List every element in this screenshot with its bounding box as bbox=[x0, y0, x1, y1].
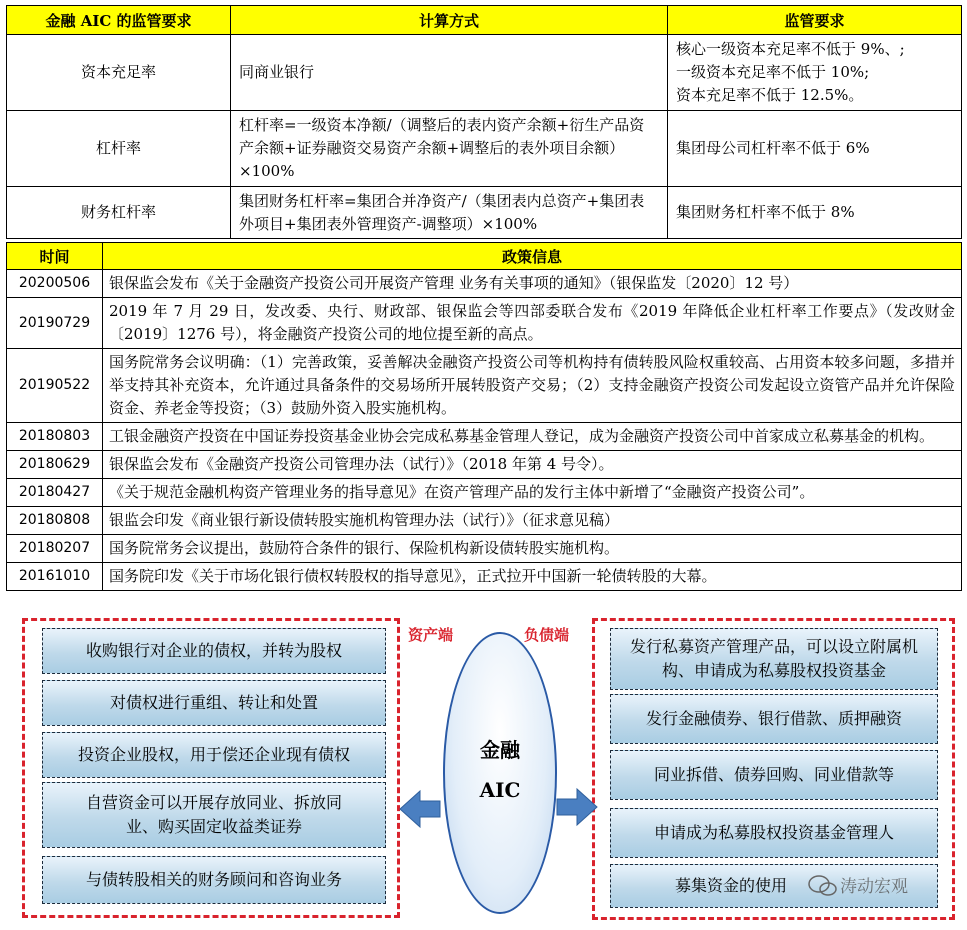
policy-date: 20180427 bbox=[7, 479, 103, 507]
calc-method: 杠杆率=一级资本净额/（调整后的表内资产余额+衍生产品资产余额+证券融资交易资产余额+调整后的表外项目余额）×100% bbox=[231, 111, 668, 187]
requirement-line: 一级资本充足率不低于 10%; bbox=[676, 63, 870, 81]
policy-info: 银保监会发布《金融资产投资公司管理办法（试行）》（2018 年第 4 号令）。 bbox=[103, 451, 962, 479]
asset-item-box: 自营资金可以开展存放同业、拆放同业、购买固定收益类证券 bbox=[42, 782, 386, 848]
policy-info: 银监会印发《商业银行新设债转股实施机构管理办法（试行）》（征求意见稿） bbox=[103, 507, 962, 535]
requirement-line: 资本充足率不低于 12.5%。 bbox=[676, 86, 864, 104]
policy-info: 2019 年 7 月 29 日，发改委、央行、财政部、银保监会等四部委联合发布《2019 年降低企业杠杆率工作要点》（发改财金〔2019〕1276 号），将金融资产投资公司的地位提至新的高点。 bbox=[103, 298, 962, 349]
requirement: 集团母公司杠杆率不低于 6% bbox=[668, 111, 962, 187]
policy-date: 20180207 bbox=[7, 535, 103, 563]
policy-date: 20200506 bbox=[7, 270, 103, 298]
metric-name: 资本充足率 bbox=[7, 35, 231, 111]
policy-date: 20180629 bbox=[7, 451, 103, 479]
liability-side-label: 负债端 bbox=[524, 626, 570, 644]
policy-header-cell: 政策信息 bbox=[103, 243, 962, 270]
policy-info: 银保监会发布《关于金融资产投资公司开展资产管理 业务有关事项的通知》（银保监发〔2020〕12 号） bbox=[103, 270, 962, 298]
regulation-table bbox=[6, 5, 962, 239]
policy-header-cell: 时间 bbox=[7, 243, 103, 270]
liability-item-box: 同业拆借、债券回购、同业借款等 bbox=[610, 750, 938, 800]
policy-date: 20190729 bbox=[7, 298, 103, 349]
regulation-header-cell: 监管要求 bbox=[668, 6, 962, 35]
table-row bbox=[7, 35, 962, 111]
requirement-line: 核心一级资本充足率不低于 9%、; bbox=[676, 40, 905, 58]
policy-date: 20180808 bbox=[7, 507, 103, 535]
policy-table bbox=[6, 242, 962, 591]
table-row bbox=[7, 111, 962, 187]
regulation-header-cell: 计算方式 bbox=[231, 6, 668, 35]
liability-item-box: 发行私募资产管理产品，可以设立附属机构、申请成为私募股权投资基金 bbox=[610, 628, 938, 690]
metric-name: 杠杆率 bbox=[7, 111, 231, 187]
asset-item-box: 投资企业股权，用于偿还企业现有债权 bbox=[42, 732, 386, 778]
requirement: 集团财务杠杆率不低于 8% bbox=[668, 187, 962, 239]
asset-side-label: 资产端 bbox=[408, 626, 454, 644]
liability-item-box: 发行金融债券、银行借款、质押融资 bbox=[610, 694, 938, 744]
policy-info: 国务院常务会议提出，鼓励符合条件的银行、保险机构新设债转股实施机构。 bbox=[103, 535, 962, 563]
aic-label bbox=[443, 730, 557, 810]
aic-label-line1: 金融 bbox=[480, 738, 520, 762]
table-row bbox=[7, 270, 962, 298]
policy-info: 国务院常务会议明确：（1）完善政策，妥善解决金融资产投资公司等机构持有债转股风险权重较高、占用资本较多问题，多措并举支持其补充资本，允许通过具备条件的交易场所开展转股资产交易；（2）支持金融资产投资公司发起设立资管产品并允许保险资金、养老金等投资；（3）鼓励外资入股实施机构。 bbox=[103, 349, 962, 423]
watermark-text: 涛动宏观 bbox=[840, 877, 908, 897]
asset-item-box: 与债转股相关的财务顾问和咨询业务 bbox=[42, 856, 386, 904]
right-arrow-icon bbox=[555, 786, 599, 828]
asset-item-box: 对债权进行重组、转让和处置 bbox=[42, 680, 386, 726]
table-row bbox=[7, 563, 962, 591]
policy-info: 《关于规范金融机构资产管理业务的指导意见》在资产管理产品的发行主体中新增了“金融资产投资公司”。 bbox=[103, 479, 962, 507]
table-row bbox=[7, 479, 962, 507]
policy-date: 20180803 bbox=[7, 423, 103, 451]
calc-method: 同商业银行 bbox=[231, 35, 668, 111]
wechat-icon bbox=[808, 874, 838, 898]
metric-name: 财务杠杆率 bbox=[7, 187, 231, 239]
table-row bbox=[7, 535, 962, 563]
aic-label-line2: AIC bbox=[479, 778, 521, 802]
table-row bbox=[7, 451, 962, 479]
table-row bbox=[7, 507, 962, 535]
policy-date: 20190522 bbox=[7, 349, 103, 423]
regulation-header-row bbox=[7, 6, 962, 35]
table-row bbox=[7, 349, 962, 423]
table-row bbox=[7, 423, 962, 451]
table-row bbox=[7, 298, 962, 349]
asset-item-box: 收购银行对企业的债权，并转为股权 bbox=[42, 628, 386, 674]
table-row bbox=[7, 187, 962, 239]
regulation-header-cell: 金融 AIC 的监管要求 bbox=[7, 6, 231, 35]
left-arrow-icon bbox=[398, 788, 442, 830]
liability-item-box: 申请成为私募股权投资基金管理人 bbox=[610, 808, 938, 858]
liability-item-box: 募集资金的使用 bbox=[610, 864, 938, 908]
policy-info: 工银金融资产投资在中国证券投资基金业协会完成私募基金管理人登记，成为金融资产投资公司中首家成立私募基金的机构。 bbox=[103, 423, 962, 451]
calc-method: 集团财务杠杆率=集团合并净资产/（集团表内总资产+集团表外项目+集团表外管理资产-调整项）×100% bbox=[231, 187, 668, 239]
policy-date: 20161010 bbox=[7, 563, 103, 591]
requirement bbox=[668, 35, 962, 111]
policy-header-row bbox=[7, 243, 962, 270]
policy-info: 国务院印发《关于市场化银行债权转股权的指导意见》，正式拉开中国新一轮债转股的大幕。 bbox=[103, 563, 962, 591]
